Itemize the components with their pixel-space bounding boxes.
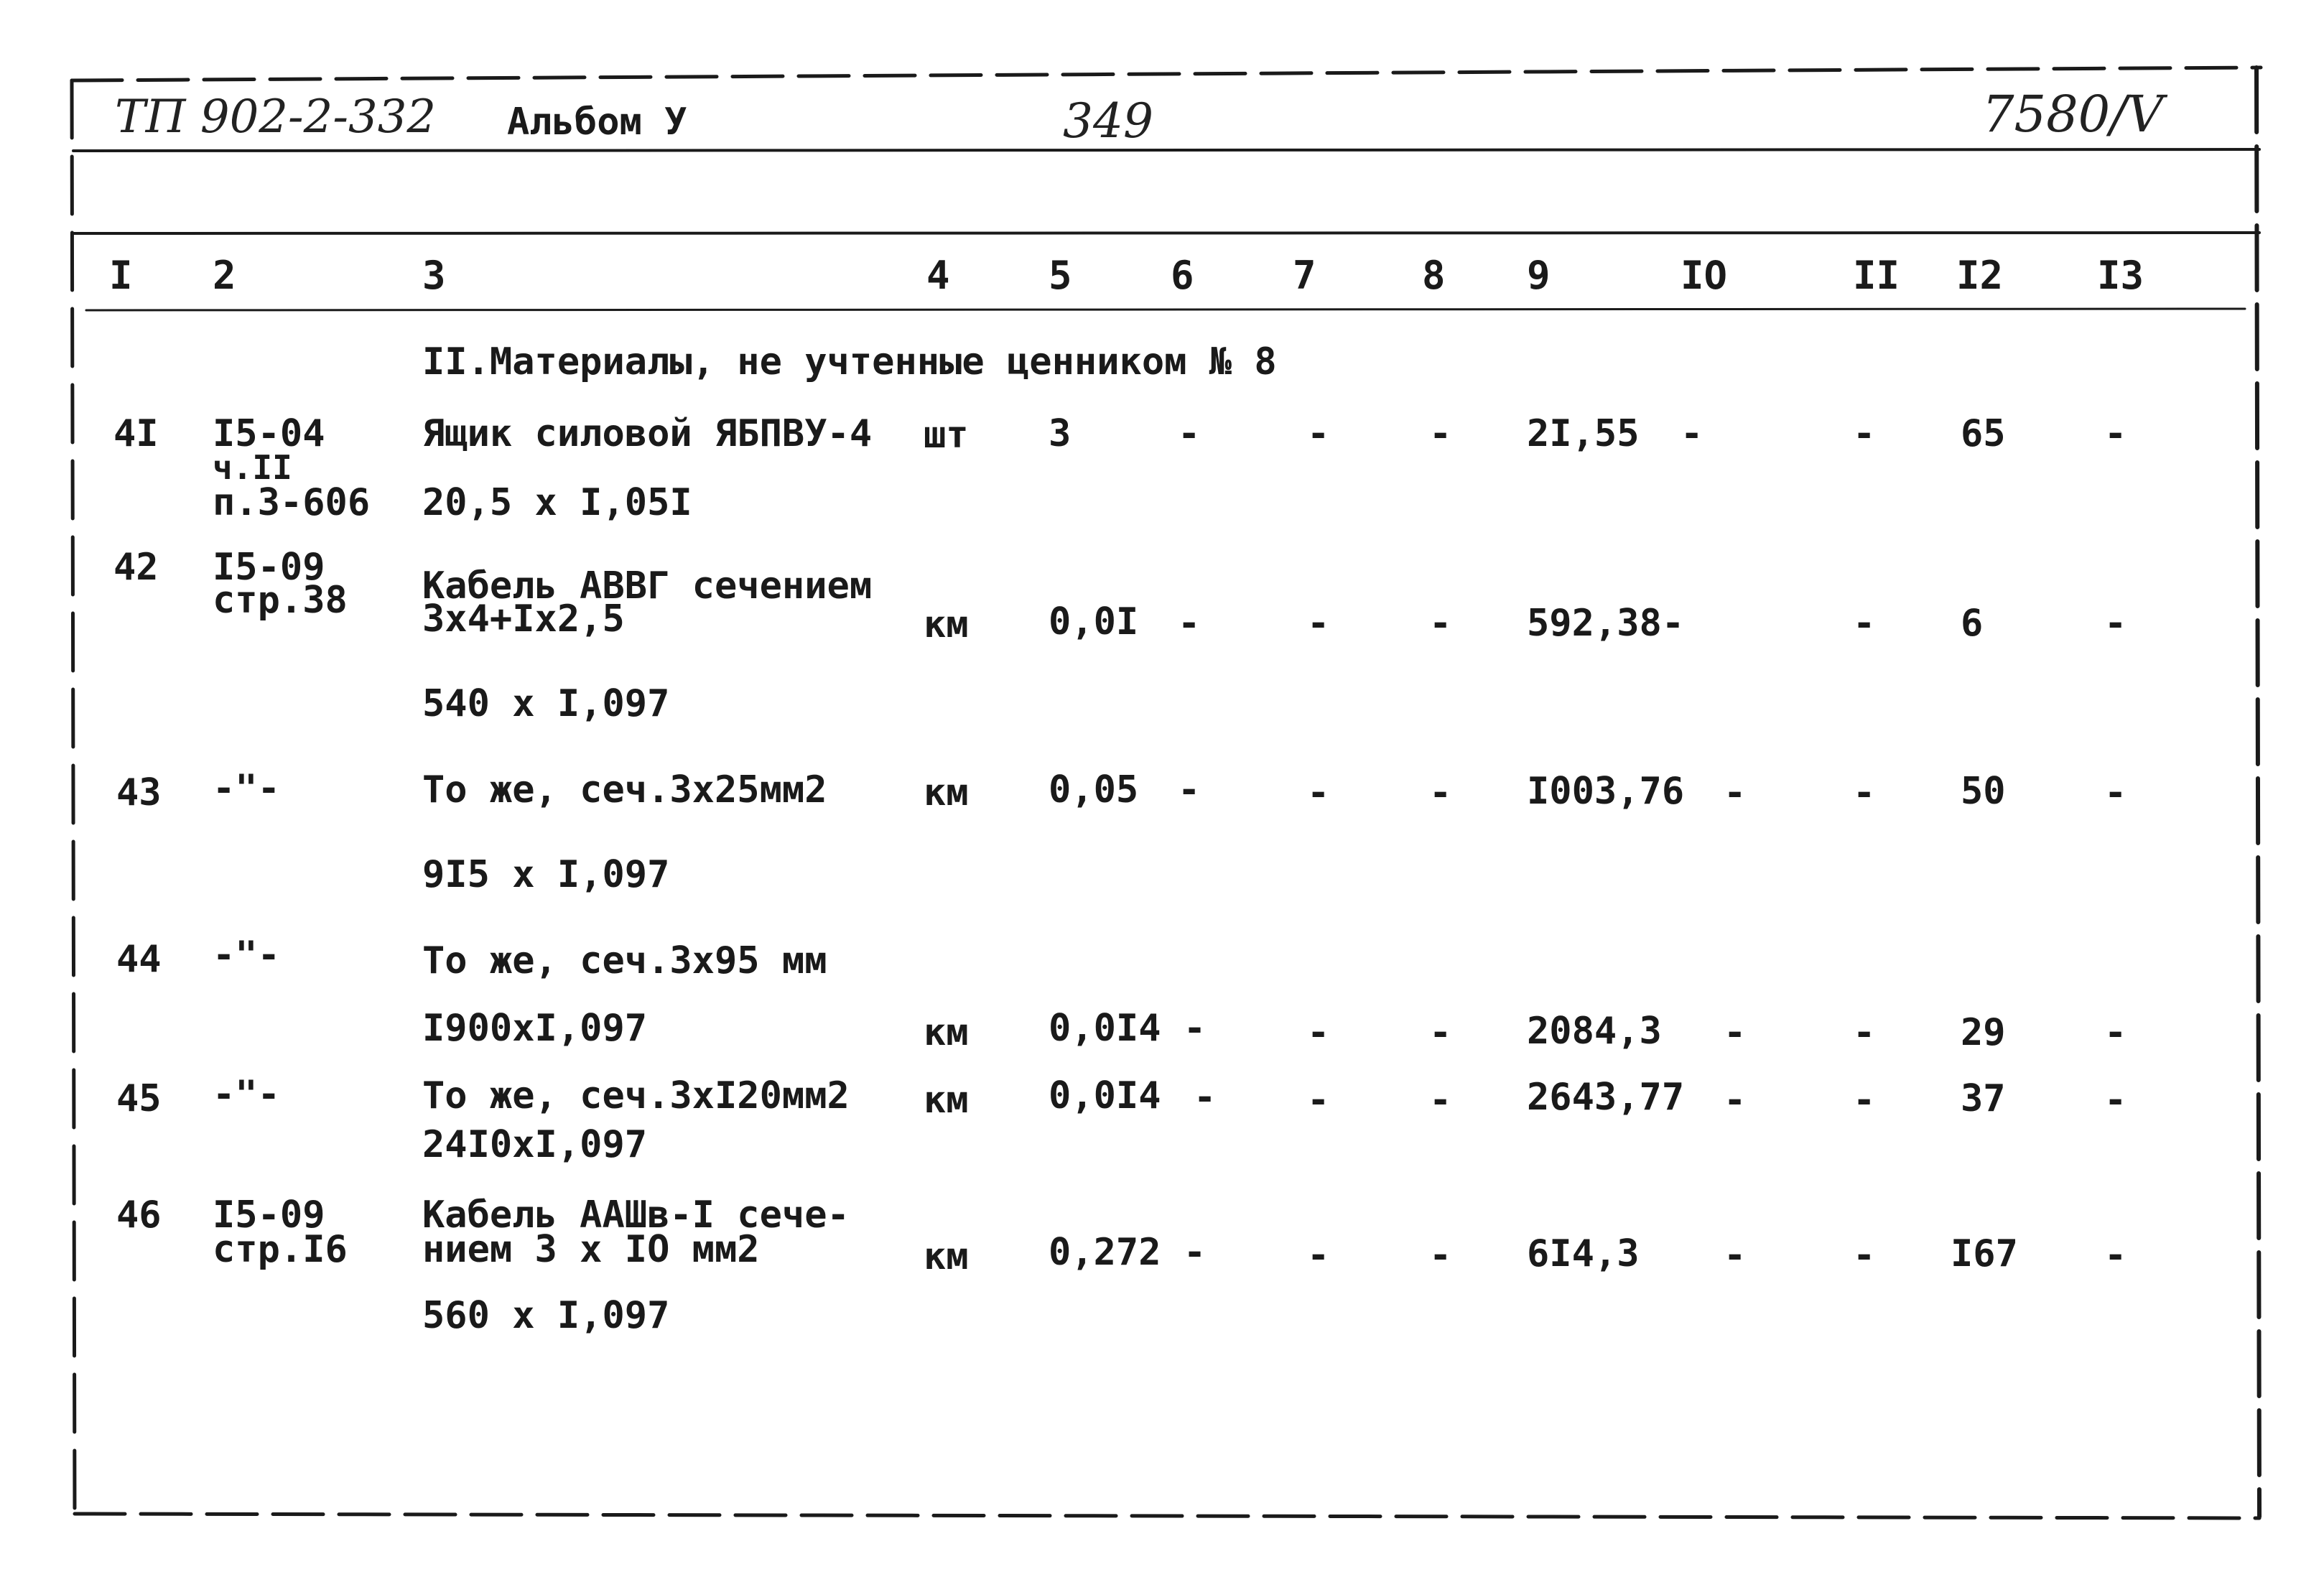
- col10: -: [1724, 1234, 1747, 1277]
- col-header-5: 5: [1049, 253, 1072, 298]
- item-calc: 20,5 x I,05I: [422, 481, 692, 524]
- unit-price: 2643,77: [1527, 1076, 1685, 1119]
- price-ref: ч.II: [213, 448, 292, 487]
- col12: 6: [1961, 602, 1984, 645]
- item-calc: 540 x I,097: [422, 682, 670, 725]
- col8: -: [1429, 1011, 1452, 1054]
- item-name: Ящик силовой ЯБПВУ-4: [422, 412, 873, 455]
- col7: -: [1307, 1079, 1330, 1122]
- col12: 29: [1961, 1011, 2006, 1054]
- col-header-7: 7: [1293, 253, 1316, 298]
- album-label: Альбом У: [507, 101, 687, 144]
- col-header-12: I2: [1956, 253, 2004, 298]
- section-title: II.Материалы, не учтенные ценником № 8: [422, 340, 1277, 383]
- item-name: нием 3 x IO мм2: [422, 1228, 760, 1271]
- col-header-8: 8: [1422, 253, 1446, 298]
- col12: I67: [1951, 1232, 2018, 1275]
- col-header-13: I3: [2097, 253, 2144, 298]
- price-ref: I5-09: [213, 546, 325, 589]
- col11: -: [1853, 1234, 1876, 1277]
- row-number: 46: [116, 1194, 162, 1237]
- col8: -: [1429, 602, 1452, 645]
- col11: -: [1853, 1011, 1876, 1054]
- col11: -: [1853, 602, 1876, 645]
- col8: -: [1429, 1079, 1452, 1122]
- page-number: 349: [1063, 93, 1153, 149]
- quantity: 0,0I: [1049, 600, 1139, 643]
- col6: -: [1178, 602, 1201, 645]
- col7: -: [1307, 602, 1330, 645]
- item-name: Кабель АВВГ сечением: [422, 564, 873, 608]
- col-header-10: IO: [1681, 253, 1728, 298]
- unit-price: 2I,55: [1527, 412, 1640, 455]
- unit: км: [924, 1235, 969, 1278]
- col-header-2: 2: [213, 253, 236, 298]
- col6: -: [1178, 412, 1201, 455]
- col-header-11: II: [1853, 253, 1900, 298]
- item-name: Кабель ААШв-I сече-: [422, 1194, 850, 1237]
- col11: -: [1853, 771, 1876, 814]
- archive-number: 7580/V: [1982, 85, 2164, 144]
- col11: -: [1853, 412, 1876, 455]
- item-calc: I900xI,097: [422, 1007, 648, 1050]
- price-ref: -"-: [213, 1073, 280, 1116]
- item-name: 3x4+Ix2,5: [422, 597, 625, 641]
- col-header-1: I: [109, 253, 133, 298]
- unit: км: [924, 771, 969, 814]
- col11: -: [1853, 1079, 1876, 1122]
- col13: -: [2104, 1079, 2127, 1122]
- col6: -: [1194, 1076, 1217, 1119]
- col8: -: [1429, 1234, 1452, 1277]
- unit-price: I003,76: [1527, 770, 1685, 813]
- row-number: 45: [116, 1077, 162, 1120]
- row-number: 44: [116, 938, 162, 981]
- col-header-6: 6: [1171, 253, 1194, 298]
- row-number: 4I: [113, 412, 159, 455]
- price-ref: -"-: [213, 934, 280, 977]
- col10: -: [1724, 1011, 1747, 1054]
- item-calc: 560 x I,097: [422, 1294, 670, 1337]
- col8: -: [1429, 412, 1452, 455]
- col-header-4: 4: [926, 253, 950, 298]
- col7: -: [1307, 1234, 1330, 1277]
- col13: -: [2104, 602, 2127, 645]
- unit: км: [924, 603, 969, 646]
- price-ref: п.3-606: [213, 481, 371, 524]
- price-ref: стр.38: [213, 579, 348, 622]
- col12: 65: [1961, 412, 2006, 455]
- row-number: 43: [116, 771, 162, 814]
- unit-price: 6I4,3: [1527, 1232, 1640, 1275]
- row-number: 42: [113, 546, 159, 589]
- item-calc: 9I5 x I,097: [422, 853, 670, 896]
- unit-price: 592,38-: [1527, 602, 1685, 645]
- col10: -: [1724, 771, 1747, 814]
- col7: -: [1307, 771, 1330, 814]
- col8: -: [1429, 771, 1452, 814]
- col6: -: [1178, 768, 1201, 811]
- unit: шт: [924, 414, 969, 457]
- quantity: 0,0I4: [1049, 1074, 1161, 1117]
- col13: -: [2104, 1234, 2127, 1277]
- unit: км: [924, 1011, 969, 1054]
- unit: км: [924, 1079, 969, 1122]
- quantity: 3: [1049, 412, 1072, 455]
- item-name: То же, сеч.3xI20мм2: [422, 1074, 850, 1117]
- quantity: 0,0I4 -: [1049, 1007, 1207, 1050]
- col-header-3: 3: [422, 253, 446, 298]
- item-name: То же, сеч.3x25мм2: [422, 768, 827, 811]
- item-calc: 24I0xI,097: [422, 1123, 648, 1166]
- col12: 37: [1961, 1077, 2006, 1120]
- quantity: 0,05: [1049, 768, 1139, 811]
- item-name: То же, сеч.3x95 мм: [422, 939, 827, 982]
- col12: 50: [1961, 770, 2006, 813]
- col13: -: [2104, 412, 2127, 455]
- col13: -: [2104, 771, 2127, 814]
- col-header-9: 9: [1527, 253, 1551, 298]
- col7: -: [1307, 412, 1330, 455]
- doc-code: ТП 902-2-332: [115, 90, 437, 144]
- col10: -: [1724, 1079, 1747, 1122]
- quantity: 0,272 -: [1049, 1231, 1207, 1274]
- price-ref: стр.I6: [213, 1228, 348, 1271]
- price-ref: I5-04: [213, 412, 325, 455]
- price-ref: I5-09: [213, 1194, 325, 1237]
- col13: -: [2104, 1011, 2127, 1054]
- col7: -: [1307, 1011, 1330, 1054]
- col10: -: [1681, 412, 1704, 455]
- unit-price: 2084,3: [1527, 1010, 1662, 1053]
- price-ref: -"-: [213, 767, 280, 810]
